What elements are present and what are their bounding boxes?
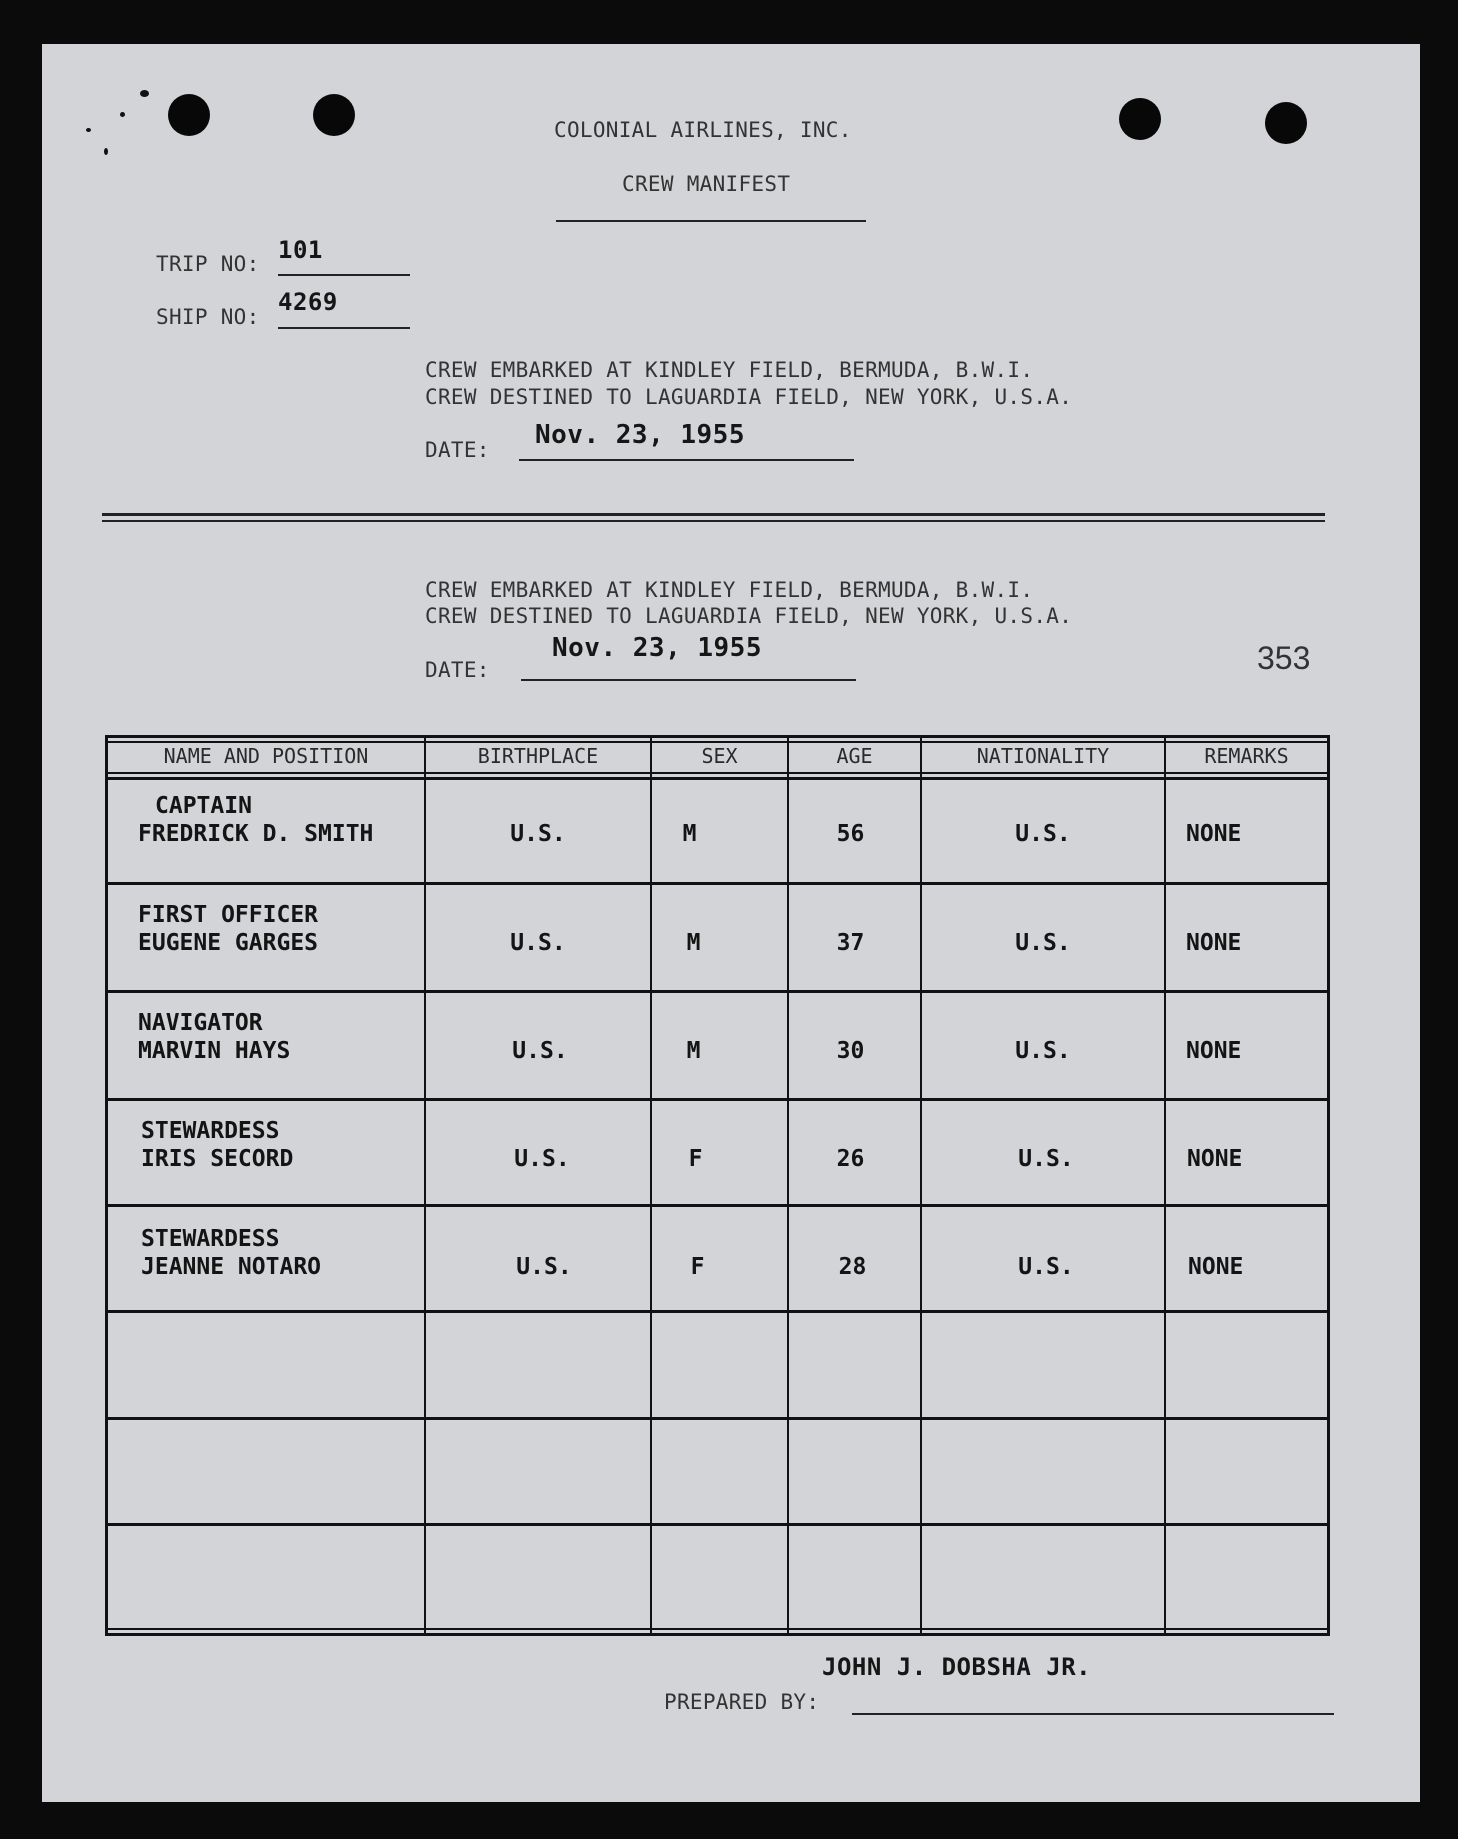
table-top-border	[105, 735, 1330, 738]
crew-nationality: U.S.	[1015, 930, 1071, 956]
ink-speck	[86, 128, 91, 132]
ink-speck	[104, 148, 108, 155]
crew-nationality: U.S.	[1015, 1038, 1071, 1064]
date-label-2: DATE:	[425, 658, 490, 682]
col-header-birthplace: BIRTHPLACE	[477, 744, 599, 768]
page-number: 353	[1257, 640, 1311, 676]
crew-remarks: NONE	[1186, 1038, 1242, 1064]
crew-age: 28	[838, 1254, 867, 1280]
date-underline-1	[519, 459, 854, 461]
row-divider	[105, 1204, 1330, 1207]
col-divider	[650, 735, 652, 1635]
crew-name: EUGENE GARGES	[138, 930, 319, 956]
crew-nationality: U.S.	[1018, 1254, 1074, 1280]
signature-line	[852, 1713, 1334, 1715]
crew-name: FREDRICK D. SMITH	[138, 821, 374, 847]
col-header-age: AGE	[836, 744, 873, 768]
crew-birthplace: U.S.	[514, 1146, 570, 1172]
trip-number: 101	[278, 236, 323, 264]
date-value-1: Nov. 23, 1955	[535, 420, 745, 450]
preparer-name: JOHN J. DOBSHA JR.	[822, 1653, 1092, 1681]
crew-position: STEWARDESS	[141, 1118, 280, 1144]
crew-sex: M	[682, 821, 697, 847]
col-divider	[105, 735, 108, 1635]
ink-speck	[140, 90, 149, 97]
col-header-remarks: REMARKS	[1204, 744, 1289, 768]
punch-hole-2	[313, 94, 355, 136]
col-divider	[920, 735, 922, 1635]
crew-remarks: NONE	[1187, 1146, 1243, 1172]
company-name: COLONIAL AIRLINES, INC.	[554, 118, 852, 142]
date-underline-2	[521, 679, 856, 681]
crew-sex: F	[690, 1254, 705, 1280]
crew-position: NAVIGATOR	[138, 1010, 263, 1036]
ship-underline	[278, 327, 410, 329]
crew-position: FIRST OFFICER	[138, 902, 319, 928]
col-header-sex: SEX	[701, 744, 738, 768]
crew-name: JEANNE NOTARO	[141, 1254, 322, 1280]
col-header-name: NAME AND POSITION	[163, 744, 369, 768]
crew-table	[105, 735, 1333, 1635]
date-label-1: DATE:	[425, 438, 490, 462]
crew-remarks: NONE	[1188, 1254, 1244, 1280]
destined-line-2: CREW DESTINED TO LAGUARDIA FIELD, NEW YORK, U.S.A.	[425, 604, 1073, 628]
col-divider	[1164, 735, 1166, 1635]
crew-position: STEWARDESS	[141, 1226, 280, 1252]
row-divider	[105, 882, 1330, 885]
trip-label: TRIP NO:	[156, 252, 260, 276]
crew-remarks: NONE	[1186, 930, 1242, 956]
crew-remarks: NONE	[1186, 821, 1242, 847]
crew-position: CAPTAIN	[155, 793, 252, 819]
table-top-border-inner	[105, 741, 1330, 743]
row-divider	[105, 1417, 1330, 1420]
embarked-line-2: CREW EMBARKED AT KINDLEY FIELD, BERMUDA, B.W.I.	[425, 578, 1034, 602]
row-divider	[105, 1098, 1330, 1101]
table-bottom-border	[105, 1628, 1330, 1630]
crew-name: IRIS SECORD	[141, 1146, 294, 1172]
prepared-by-label: PREPARED BY:	[664, 1690, 820, 1714]
ink-speck	[120, 112, 125, 117]
punch-hole-1	[168, 94, 210, 136]
ship-label: SHIP NO:	[156, 305, 260, 329]
trip-underline	[278, 274, 410, 276]
crew-birthplace: U.S.	[516, 1254, 572, 1280]
form-title: CREW MANIFEST	[622, 172, 791, 196]
crew-sex: M	[686, 930, 701, 956]
col-divider	[787, 735, 789, 1635]
destined-line-1: CREW DESTINED TO LAGUARDIA FIELD, NEW YORK, U.S.A.	[425, 385, 1073, 409]
crew-age: 37	[836, 930, 865, 956]
header-bottom-border-2	[105, 777, 1330, 780]
punch-hole-4	[1265, 102, 1307, 144]
crew-age: 26	[836, 1146, 865, 1172]
crew-nationality: U.S.	[1018, 1146, 1074, 1172]
col-header-nationality: NATIONALITY	[976, 744, 1110, 768]
crew-sex: F	[688, 1146, 703, 1172]
title-underline	[556, 220, 866, 222]
embarked-line-1: CREW EMBARKED AT KINDLEY FIELD, BERMUDA, B.W.I.	[425, 358, 1034, 382]
col-divider	[424, 735, 426, 1635]
date-value-2: Nov. 23, 1955	[552, 633, 762, 663]
crew-age: 30	[836, 1038, 865, 1064]
punch-hole-3	[1119, 98, 1161, 140]
header-bottom-border	[105, 772, 1330, 774]
row-divider	[105, 1310, 1330, 1313]
crew-age: 56	[836, 821, 865, 847]
ship-number: 4269	[278, 288, 338, 316]
table-bottom-border-2	[105, 1633, 1330, 1636]
row-divider	[105, 1523, 1330, 1526]
row-divider	[105, 990, 1330, 993]
crew-birthplace: U.S.	[510, 821, 566, 847]
col-divider	[1327, 735, 1330, 1635]
section-divider-bottom	[102, 520, 1325, 522]
crew-name: MARVIN HAYS	[138, 1038, 291, 1064]
crew-birthplace: U.S.	[512, 1038, 568, 1064]
section-divider-top	[102, 513, 1325, 516]
crew-nationality: U.S.	[1015, 821, 1071, 847]
crew-sex: M	[686, 1038, 701, 1064]
crew-birthplace: U.S.	[510, 930, 566, 956]
